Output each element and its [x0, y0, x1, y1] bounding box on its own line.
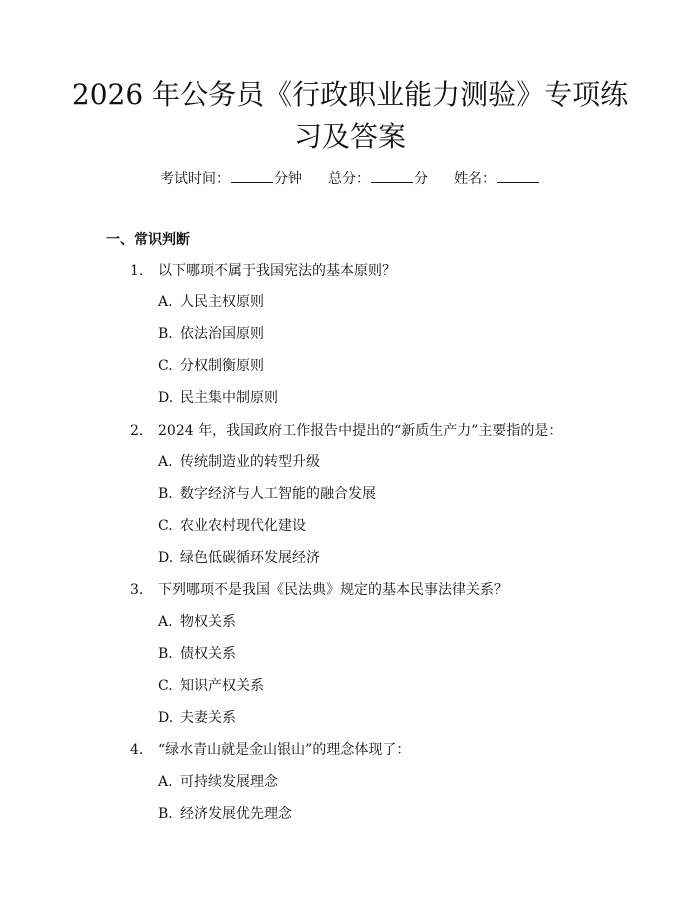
question-text: 下列哪项不是我国《民法典》规定的基本民事法律关系？	[158, 582, 508, 598]
option-letter: C.	[158, 678, 173, 694]
total-score-unit: 分	[414, 171, 428, 187]
option-text: 民主集中制原则	[180, 390, 278, 406]
exam-time-label: 考试时间：	[160, 171, 230, 187]
option-letter: A.	[158, 294, 173, 310]
option-letter: B.	[158, 486, 173, 502]
total-score-blank	[371, 168, 413, 183]
question-number: 1.	[130, 263, 144, 279]
question-text: 以下哪项不属于我国宪法的基本原则？	[158, 263, 396, 279]
option-text: 数字经济与人工智能的融合发展	[180, 486, 376, 502]
option-text: 依法治国原则	[180, 326, 264, 342]
total-score-label: 总分：	[328, 171, 370, 187]
option-letter: B.	[158, 646, 173, 662]
name-field	[454, 168, 540, 189]
option-text: 物权关系	[180, 614, 236, 630]
option-text: 传统制造业的转型升级	[180, 454, 320, 470]
section-heading: 一、常识判断	[106, 232, 190, 248]
exam-time-unit: 分钟	[274, 171, 302, 187]
document-title: 2026 年公务员《行政职业能力测验》专项练习及答案	[71, 78, 629, 153]
option-letter: D.	[158, 550, 174, 566]
option-letter: D.	[158, 710, 174, 726]
exam-info-line	[0, 168, 700, 189]
question-number: 4.	[130, 742, 144, 758]
option-letter: B.	[158, 806, 173, 822]
option-text: 夫妻关系	[180, 710, 236, 726]
exam-time-field	[160, 168, 302, 189]
question-text: 2024 年，我国政府工作报告中提出的“新质生产力”主要指的是：	[158, 423, 563, 439]
option-letter: A.	[158, 774, 173, 790]
option-text: 债权关系	[180, 646, 236, 662]
question-text: “绿水青山就是金山银山”的理念体现了：	[158, 742, 411, 758]
option-text: 知识产权关系	[180, 678, 264, 694]
name-label: 姓名：	[454, 171, 496, 187]
option-letter: B.	[158, 326, 173, 342]
option-text: 绿色低碳循环发展经济	[180, 550, 320, 566]
total-score-field	[328, 168, 428, 189]
option-text: 可持续发展理念	[180, 774, 278, 790]
exam-time-blank	[231, 168, 273, 183]
option-letter: A.	[158, 454, 173, 470]
option-text: 经济发展优先理念	[180, 806, 292, 822]
option-text: 分权制衡原则	[180, 358, 264, 374]
option-text: 农业农村现代化建设	[180, 518, 306, 534]
option-text: 人民主权原则	[180, 294, 264, 310]
name-blank	[497, 168, 539, 183]
option-letter: D.	[158, 390, 174, 406]
question-number: 3.	[130, 582, 144, 598]
option-letter: C.	[158, 518, 173, 534]
option-letter: C.	[158, 358, 173, 374]
question-number: 2.	[130, 423, 144, 439]
option-letter: A.	[158, 614, 173, 630]
